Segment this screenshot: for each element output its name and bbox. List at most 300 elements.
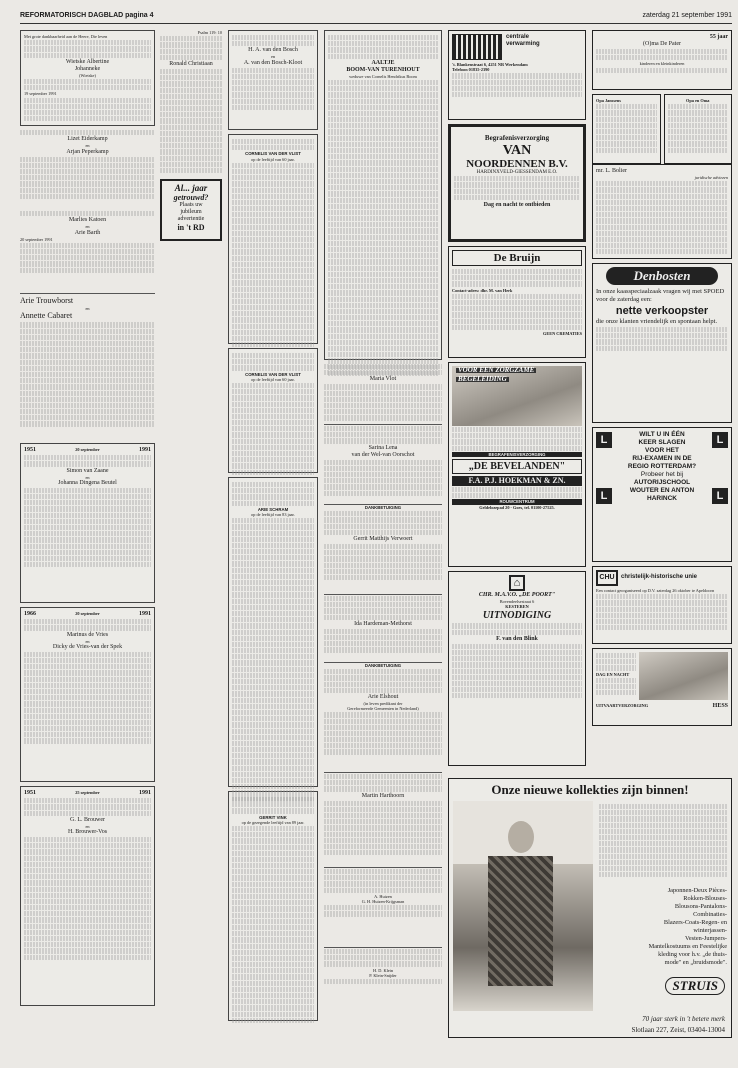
engagement-marlies — [20, 211, 155, 293]
text-line-placeholder — [324, 838, 442, 843]
text-line-placeholder — [324, 602, 442, 607]
text-line-placeholder — [328, 123, 438, 128]
text-line-placeholder — [24, 116, 151, 121]
text-line-placeholder — [452, 325, 582, 330]
text-line-placeholder — [232, 611, 314, 616]
text-line-placeholder — [24, 880, 151, 885]
text-line-placeholder — [324, 905, 442, 910]
text-line-placeholder — [324, 491, 442, 496]
text-line-placeholder — [328, 346, 438, 351]
ad-hoekman — [448, 362, 586, 567]
text-line-placeholder — [596, 231, 728, 236]
name-line: GERRIT VINK — [259, 814, 287, 820]
ad-opa-janssens — [592, 94, 661, 164]
ad-subtitle: juridische adviezen — [694, 175, 728, 180]
text-line-placeholder — [24, 948, 151, 953]
text-line-placeholder — [232, 698, 314, 703]
text-line-placeholder — [232, 543, 314, 548]
text-line-placeholder — [454, 189, 580, 194]
text-line-placeholder — [20, 157, 155, 162]
text-line-placeholder — [20, 366, 155, 371]
text-line-placeholder — [232, 35, 314, 40]
text-line-placeholder — [324, 955, 442, 960]
text-line-placeholder — [160, 162, 222, 167]
ad-title: mr. L. Bolier — [596, 168, 627, 174]
ad-title: Opa Janssens — [596, 98, 621, 103]
text-line-placeholder — [20, 384, 155, 389]
text-line-placeholder — [596, 594, 728, 599]
text-line-placeholder — [24, 79, 151, 84]
header-date: zaterdag 21 september 1991 — [642, 12, 732, 19]
text-line-placeholder — [668, 123, 729, 128]
text-line-placeholder — [232, 299, 314, 304]
text-line-placeholder — [324, 575, 442, 580]
text-line-placeholder — [596, 129, 657, 134]
model-head — [508, 821, 534, 853]
text-line-placeholder — [24, 695, 151, 700]
text-line-placeholder — [328, 47, 438, 52]
text-line-placeholder — [232, 457, 314, 462]
text-line-placeholder — [324, 364, 442, 369]
text-line-placeholder — [324, 438, 442, 443]
text-line-placeholder — [24, 911, 151, 916]
text-line-placeholder — [232, 549, 314, 554]
ad-label: BEGRAFENISVERZORGING — [452, 452, 582, 457]
text-line-placeholder — [232, 667, 314, 672]
text-line-placeholder — [232, 648, 314, 653]
thanks-verwoert — [324, 504, 442, 594]
text-line-placeholder — [24, 732, 151, 737]
text-line-placeholder — [232, 993, 314, 998]
text-line-placeholder — [232, 863, 314, 868]
ad-brand: HARINCK — [647, 495, 677, 502]
obituary-van-der-wel — [324, 424, 442, 504]
text-line-placeholder — [596, 653, 636, 658]
thanks-klein — [324, 947, 442, 1007]
text-line-placeholder — [20, 249, 155, 254]
logo-icon — [452, 34, 502, 60]
text-line-placeholder — [452, 644, 582, 649]
text-line-placeholder — [232, 704, 314, 709]
text-line-placeholder — [324, 432, 442, 437]
text-line-placeholder — [232, 169, 314, 174]
anniversary-van-den-bosch — [228, 30, 318, 130]
text-line-placeholder — [328, 210, 438, 215]
text-line-placeholder — [596, 333, 728, 338]
text-line-placeholder — [328, 167, 438, 172]
text-line-placeholder — [232, 999, 314, 1004]
text-line-placeholder — [232, 311, 314, 316]
text-line-placeholder — [232, 729, 314, 734]
text-line: en — [85, 823, 90, 829]
column-4 — [324, 30, 442, 1040]
list-item: Blazers-Coats-Regen- en — [663, 919, 727, 926]
obituary-boom-van-turenhout — [324, 30, 442, 360]
text-line-placeholder — [324, 780, 442, 785]
text-line-placeholder — [20, 181, 155, 186]
text-line: (Wietske) — [79, 72, 96, 78]
text-line-placeholder — [596, 346, 728, 351]
ad-title: Begrafenisverzorging — [484, 134, 550, 142]
text-line-placeholder — [596, 327, 728, 332]
text-line-placeholder — [596, 135, 657, 140]
text-line-placeholder — [232, 1012, 314, 1017]
list-item: kleding voor h.v. „de thuis- — [658, 951, 727, 958]
text-line-placeholder — [232, 937, 314, 942]
text-line-placeholder — [24, 798, 151, 803]
text-line-placeholder — [324, 511, 442, 516]
text-line-placeholder — [324, 466, 442, 471]
text-line-placeholder — [452, 439, 582, 444]
text-line-placeholder — [596, 49, 728, 54]
text-line-placeholder — [20, 268, 155, 273]
text-line-placeholder — [328, 160, 438, 165]
ad-title: verwarming — [506, 41, 540, 47]
ad-brand: AUTORIJSCHOOL — [633, 479, 691, 486]
text-line-placeholder — [596, 619, 728, 624]
name-line: AALTJE — [371, 59, 395, 66]
text-line-placeholder — [232, 679, 314, 684]
text-line-placeholder — [324, 813, 442, 818]
text-line-placeholder — [24, 670, 151, 675]
text-line-placeholder — [232, 524, 314, 529]
text-line-placeholder — [24, 619, 151, 624]
text-line-placeholder — [24, 562, 151, 567]
text-line-placeholder — [24, 738, 151, 743]
ad-contact: Contact-adres: dhr. M. van Herk — [452, 287, 513, 293]
column-2 — [160, 30, 222, 290]
text-line-placeholder — [324, 749, 442, 754]
text-line-placeholder — [324, 850, 442, 855]
text-line-placeholder — [324, 596, 442, 601]
name-line: (O)ma De Pater — [643, 41, 681, 47]
obituary-schram — [228, 477, 318, 787]
text-line-placeholder — [20, 403, 155, 408]
ad-struis — [448, 778, 732, 1038]
text-line-placeholder — [232, 218, 314, 223]
text-line-placeholder — [232, 968, 314, 973]
text-line-placeholder — [20, 372, 155, 377]
ad-headline: nette verkoopster — [615, 305, 709, 317]
name-line: Maria Vlot — [369, 376, 397, 383]
thanks-huizen — [324, 867, 442, 947]
text-line-placeholder — [328, 142, 438, 147]
thanks-harthoorn — [324, 772, 442, 867]
text-line-placeholder — [232, 287, 314, 292]
text-line-placeholder — [232, 414, 314, 419]
text-line-placeholder — [328, 216, 438, 221]
text-line-placeholder — [24, 461, 151, 466]
text-line-placeholder — [328, 99, 438, 104]
text-line-placeholder — [324, 725, 442, 730]
date-text: 20 september — [75, 611, 100, 617]
text-line-placeholder — [599, 854, 727, 859]
text-line-placeholder — [232, 212, 314, 217]
text-line-placeholder — [160, 94, 222, 99]
text-line-placeholder — [24, 714, 151, 719]
model-photo — [453, 801, 593, 1011]
ad-title: Opa en Oma — [686, 98, 710, 103]
ad-address: 't. Blankenstraat 6, 4251 NR Werkendam — [452, 62, 528, 67]
text-line-placeholder — [232, 574, 314, 579]
text-line-placeholder — [452, 675, 582, 680]
ad-brand: VAN — [502, 143, 532, 158]
text-line-placeholder — [596, 110, 657, 115]
ad-brand: HESS — [712, 703, 728, 709]
text-line-placeholder — [232, 225, 314, 230]
ad-oma-de-pater — [592, 30, 732, 90]
text-line-placeholder — [232, 336, 314, 341]
text-line-placeholder — [232, 92, 314, 97]
text-line-placeholder — [599, 841, 727, 846]
text-line-placeholder — [20, 347, 155, 352]
text-line-placeholder — [24, 455, 151, 460]
list-item: Combinaties- — [693, 911, 727, 918]
text-line: en — [85, 224, 90, 230]
text-line-placeholder — [232, 383, 314, 388]
text-line-placeholder — [232, 808, 314, 813]
ad-row-janssens — [592, 94, 732, 164]
list-item: winterjassen- — [693, 927, 727, 934]
text-line-placeholder — [20, 163, 155, 168]
text-line-placeholder — [452, 681, 582, 686]
text-line-placeholder — [324, 647, 442, 652]
text-line-placeholder — [232, 630, 314, 635]
text-line-placeholder — [24, 811, 151, 816]
text-line-placeholder — [328, 272, 438, 277]
text-line-placeholder — [324, 774, 442, 779]
ad-text: in 't RD — [177, 223, 205, 233]
text-line-placeholder — [232, 518, 314, 523]
text-line-placeholder — [20, 243, 155, 248]
ad-brand: F.A. P.J. HOEKMAN & ZN. — [452, 476, 582, 486]
text-line-placeholder — [232, 365, 314, 370]
ad-headline: Al... jaar — [174, 183, 208, 194]
text-line-placeholder — [328, 117, 438, 122]
text-line-placeholder — [668, 135, 729, 140]
text-line-placeholder — [232, 691, 314, 696]
text-line-placeholder — [324, 675, 442, 680]
text-line-placeholder — [328, 352, 438, 357]
text-line-placeholder — [324, 391, 442, 396]
list-item: Mantelkostuums en Feestelijke — [648, 943, 727, 950]
anniversary-brouwer — [20, 786, 155, 1006]
text-line-placeholder — [232, 944, 314, 949]
name-line: Sarina Lena — [368, 444, 398, 451]
text-line-placeholder — [452, 92, 582, 97]
text-line-placeholder — [232, 981, 314, 986]
text-line-placeholder — [452, 281, 582, 286]
text-line-placeholder — [596, 117, 657, 122]
text-line-placeholder — [160, 168, 222, 173]
text-line-placeholder — [232, 962, 314, 967]
name-line: Marlies Katoen — [68, 217, 107, 224]
text-line-placeholder — [232, 875, 314, 880]
text-line-placeholder — [324, 832, 442, 837]
chu-logo-icon: CHU — [596, 570, 618, 586]
text-line-placeholder — [596, 225, 728, 230]
text-line-placeholder — [328, 86, 438, 91]
text-line-placeholder — [20, 353, 155, 358]
text-line-placeholder — [452, 427, 582, 432]
text-line-placeholder — [160, 137, 222, 142]
ad-opa-en-oma — [664, 94, 733, 164]
text-line-placeholder — [232, 882, 314, 887]
text-line-placeholder — [324, 569, 442, 574]
name-line: Ronald Christiaan — [169, 60, 213, 67]
text-line-placeholder — [160, 112, 222, 117]
text-line-placeholder — [232, 1018, 314, 1023]
text-line-placeholder — [232, 950, 314, 955]
column-5 — [448, 30, 586, 790]
text-line-placeholder — [20, 211, 155, 216]
text-line-placeholder — [232, 599, 314, 604]
text-line-placeholder — [232, 716, 314, 721]
text-line-placeholder — [232, 851, 314, 856]
text-line-placeholder — [20, 169, 155, 174]
text-line-placeholder — [24, 874, 151, 879]
text-line-placeholder — [324, 888, 442, 893]
ad-title: 55 jaar — [709, 34, 728, 40]
text-line-placeholder — [24, 899, 151, 904]
ad-text: UITVAARTVERZORGING — [596, 703, 649, 708]
text-line-placeholder — [324, 641, 442, 646]
name-line: Dicky de Vries-van der Spek — [52, 643, 123, 650]
obituary-van-der-vlist-2 — [228, 348, 318, 473]
text-line-placeholder — [232, 439, 314, 444]
text-line-placeholder — [232, 845, 314, 850]
text-line-placeholder — [20, 341, 155, 346]
text-line-placeholder — [24, 104, 151, 109]
text-line-placeholder — [232, 353, 314, 358]
ad-den-bosten — [592, 263, 732, 423]
text-line-placeholder — [328, 297, 438, 302]
text-line-placeholder — [160, 42, 222, 47]
text-line-placeholder — [328, 327, 438, 332]
text-line-placeholder — [232, 931, 314, 936]
text-line-placeholder — [232, 826, 314, 831]
section-label: DANKBETUIGING — [364, 505, 402, 510]
text-line-placeholder — [232, 1005, 314, 1010]
text-line-placeholder — [232, 68, 314, 73]
text-line-placeholder — [232, 445, 314, 450]
column-6 — [592, 30, 732, 780]
text-line-placeholder — [328, 309, 438, 314]
text-line: op de leeftijd van 60 jaar. — [251, 156, 295, 162]
text-line-placeholder — [324, 472, 442, 477]
obituary-vink — [228, 791, 318, 1021]
text-line-placeholder — [20, 335, 155, 340]
text-line-placeholder — [160, 49, 222, 54]
text-line-placeholder — [328, 278, 438, 283]
column-3 — [228, 30, 318, 1040]
ad-text: Plaats uw — [179, 202, 203, 209]
year-left: 1951 — [24, 447, 36, 454]
text-line-placeholder — [328, 148, 438, 153]
text-line-placeholder — [596, 212, 728, 217]
text-line-placeholder — [452, 73, 582, 78]
text-line-placeholder — [24, 544, 151, 549]
text-line-placeholder — [232, 642, 314, 647]
text-line-placeholder — [232, 395, 314, 400]
text-line-placeholder — [324, 737, 442, 742]
ad-headline: WILT U IN ÉÉN — [639, 431, 685, 438]
text-line-placeholder — [232, 194, 314, 199]
text-line-placeholder — [20, 261, 155, 266]
text-line-placeholder — [596, 200, 728, 205]
text-line-placeholder — [24, 506, 151, 511]
text-line-placeholder — [328, 222, 438, 227]
text-line-placeholder — [232, 163, 314, 168]
text-line-placeholder — [160, 55, 222, 60]
ad-headline: KEER SLAGEN — [638, 439, 686, 446]
text-line-placeholder — [452, 656, 582, 661]
name-line: Arie Elshout — [367, 693, 399, 700]
text-line-placeholder — [232, 80, 314, 85]
ad-address: Geldelozepad 20 - Goes, tel. 01100-27525. — [479, 504, 555, 510]
text-line-placeholder — [452, 630, 582, 635]
text-line-placeholder — [596, 339, 728, 344]
text-line-placeholder — [596, 194, 728, 199]
l-plate-icon: L — [596, 432, 612, 448]
text-line-placeholder — [24, 537, 151, 542]
text-line-placeholder — [668, 110, 729, 115]
text-line-placeholder — [24, 726, 151, 731]
name-line: Lizet Eiderkamp — [67, 136, 108, 143]
photo-caption: VOOR EEN ZORGZAME — [458, 366, 535, 374]
text-line-placeholder — [232, 869, 314, 874]
text-line-placeholder — [596, 123, 657, 128]
text-line-placeholder — [24, 683, 151, 688]
list-item: Blousons-Pantalons- — [674, 903, 727, 910]
text-line-placeholder — [324, 415, 442, 420]
model-coat — [488, 856, 553, 986]
engagement-lizet — [20, 130, 155, 210]
text-line: kinderen en kleinkinderen — [639, 61, 685, 67]
text-line-placeholder — [232, 832, 314, 837]
text-line-placeholder — [324, 426, 442, 431]
text-line-placeholder — [24, 856, 151, 861]
ad-headline: RIJ-EXAMEN IN DE — [632, 455, 692, 462]
ad-bolier — [592, 164, 732, 259]
text-line-placeholder — [160, 118, 222, 123]
text-line-placeholder — [20, 175, 155, 180]
text-line-placeholder — [232, 200, 314, 205]
text-line-placeholder — [328, 129, 438, 134]
text-line-placeholder — [232, 206, 314, 211]
text-line-placeholder — [160, 156, 222, 161]
text-line-placeholder — [328, 80, 438, 85]
text-line-placeholder — [596, 181, 728, 186]
text-line-placeholder — [232, 586, 314, 591]
list-item: Vesten-Jumpers- — [685, 935, 727, 942]
name-line: Ida Hardeman-Methorst — [354, 620, 412, 627]
text-line-placeholder — [328, 111, 438, 116]
text-line-placeholder — [452, 687, 582, 692]
text-line-placeholder — [328, 253, 438, 258]
name-line: H. Brouwer-Vos — [67, 829, 108, 836]
text-line-placeholder — [452, 446, 582, 451]
text-line-placeholder — [232, 900, 314, 905]
text-line: op de gezegende leeftijd van 89 jaar. — [241, 819, 305, 825]
text-line-placeholder — [324, 688, 442, 693]
text-line-placeholder — [596, 187, 728, 192]
text-line-placeholder — [24, 804, 151, 809]
text-line-placeholder — [328, 241, 438, 246]
text-line-placeholder — [452, 487, 582, 492]
text-line-placeholder — [328, 41, 438, 46]
text-line-placeholder — [232, 913, 314, 918]
